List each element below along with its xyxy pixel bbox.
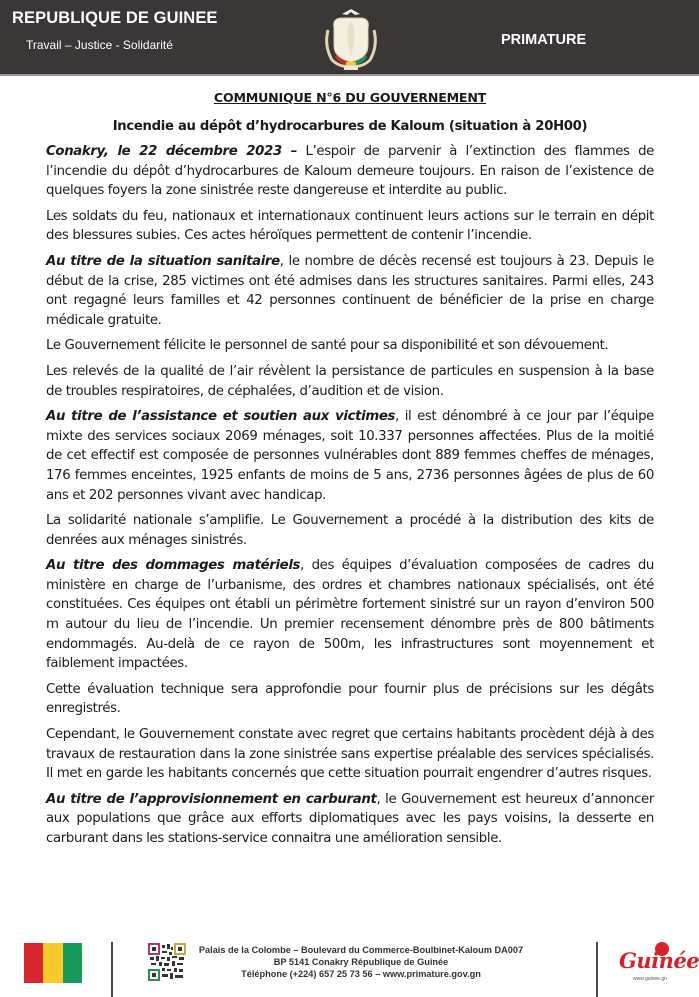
address-line: Palais de la Colombe – Boulevard du Commerce-Boulbinet-Kaloum DA007 [198,945,524,955]
national-motto: Travail – Justice - Solidarité [26,38,173,52]
paragraph [46,252,654,330]
footer-divider [596,942,598,997]
paragraph-text: , des équipes d’évaluation composées de cadres du ministère en charge de l’urbanisme, des ordres et chambres nationaux spécialisés, ont été constituées. Ces équipes ont établi un périmètre fortement sinistré sur un rayon d’environ 500 m autour du lieu de l’incendie. Un premier recensement dénombre près de 800 bâtiments endommagés. Au-delà de ce rayon de 500m, les infrastructures sont moyennement et faiblement impactées. [46,558,654,672]
paragraph-lead: Au titre des dommages matériels [46,558,301,574]
paragraph-text: Les soldats du feu, nationaux et internationaux continuent leurs actions sur le terrain en dépit des blessures subies. Ces actes héroïques permettent de contenir l’incendie. [46,208,654,244]
paragraph [46,407,654,505]
flag-stripe-green [63,943,82,983]
coat-of-arms-icon [320,6,382,72]
country-name: REPUBLIQUE DE GUINEE [12,9,218,27]
brand-url: www.guinee.gn [633,976,667,982]
footer-divider [111,942,113,997]
flag-stripe-yellow [43,943,62,983]
paragraph-lead: Au titre de la situation sanitaire [46,253,280,269]
paragraph-text: Cependant, le Gouvernement constate avec regret que certains habitants procèdent déjà à des travaux de restauration dans la zone sinistrée sans expertise préalable des services spécialisés. Il met en garde les habitants concernés que cette situation pourrait engendrer d’autres risques. [46,727,654,782]
paragraph-lead: Conakry, le 22 décembre 2023 – [46,144,298,159]
paragraph-text: La solidarité nationale s’amplifie. Le Gouvernement a procédé à la distribution des kits de denrées aux ménages sinistrés. [46,513,654,548]
paragraph-text: , le Gouvernement est heureux d’annoncer aux populations que grâce aux efforts diplomatiques avec les pays voisins, la desserte en carburant dans les stations-service connaitra une amélioration sensible. [46,791,654,846]
paragraph-lead: Au titre de l’assistance et soutien aux victimes [46,409,396,425]
guinea-flag-icon [24,943,82,983]
paragraph-text: , le nombre de décès recensé est toujours à 23. Depuis le début de la crise, 285 victimes ont été admises dans les structures sanitaires. Parmi elles, 243 ont regagné leurs familles et 42 personnes continuent de bénéficier de la prise en charge médicale gratuite. [46,253,654,328]
communique-body [46,88,654,849]
paragraph [46,790,654,849]
brand-wordmark: Guinée [619,948,699,973]
letterhead-header [0,0,699,76]
paragraph [46,725,654,784]
contact-address [196,944,526,980]
address-line: Téléphone (+224) 657 25 73 56 – www.primature.gov.gn [241,969,481,979]
document-subtitle: Incendie au dépôt d’hydrocarbures de Kaloum (situation à 20H00) [112,119,588,134]
paragraph-text: Les relevés de la qualité de l’air révèlent la persistance de particules en suspension à la base de troubles respiratoires, de céphalées, d’audition et de vision. [46,363,654,399]
paragraph-text: , il est dénombré à ce jour par l’équipe mixte des services sociaux 2069 ménages, soit 10.337 personnes affectées. Plus de la moitié de cet effectif est composée de personnes vulnérables dont 889 femmes cheffes de ménages, 176 femmes enceintes, 1925 enfants de moins de 5 ans, 2736 personnes âgées de plus de 60 ans et 202 personnes vivant avec handicap. [46,409,654,503]
document-title: COMMUNIQUE N°6 DU GOUVERNEMENT [213,90,487,105]
guinee-brand-logo [617,940,697,988]
flag-stripe-red [24,943,43,983]
paragraph [46,556,654,674]
letterhead-footer [0,930,699,997]
paragraph [46,362,654,401]
paragraph [46,207,654,246]
paragraph-text: Le Gouvernement félicite le personnel de santé pour sa disponibilité et son dévouement. [46,338,609,354]
paragraph-text: Cette évaluation technique sera approfondie pour fournir plus de précisions sur les dégâts enregistrés. [46,681,654,717]
paragraph-lead: Au titre de l’approvisionnement en carburant [46,791,377,807]
address-line: BP 5141 Conakry République de Guinée [273,957,449,967]
paragraph [46,142,654,201]
qr-code-icon[interactable] [148,943,186,981]
paragraph-text: L’espoir de parvenir à l’extinction des flammes de l’incendie du dépôt d’hydrocarbures de Kaloum demeure toujours. En raison de l’existence de quelques foyers la zone sinistrée reste dangereuse et interdite au public. [46,144,654,199]
paragraph [46,680,654,719]
paragraph [46,336,654,356]
office-name: PRIMATURE [501,32,587,48]
paragraph [46,511,654,550]
